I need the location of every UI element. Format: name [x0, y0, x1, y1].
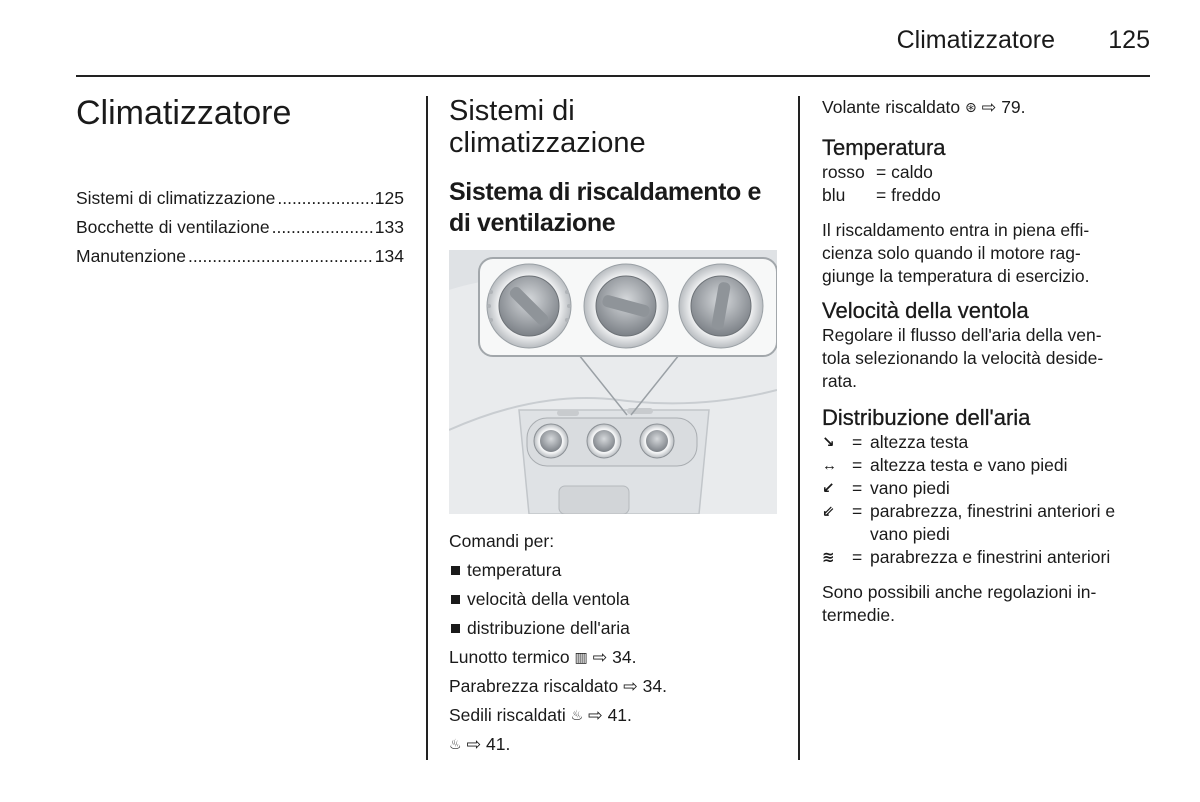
page-reference[interactable]: 34.: [642, 676, 667, 696]
air-distribution-text: altezza testa e vano piedi: [870, 455, 1068, 475]
feet-vent-icon: ↙: [822, 480, 835, 497]
distribution-note-line: Sono possibili anche regolazioni in-: [822, 582, 1097, 602]
seats-label: Sedili riscaldati: [449, 705, 566, 725]
air-distribution-row-continued: [822, 523, 1152, 546]
subsection-heading: [449, 177, 761, 239]
toc-entry[interactable]: [76, 246, 404, 275]
head-and-feet-vent-icon: ↔: [822, 457, 837, 474]
toc-entry-page: 134: [374, 246, 404, 266]
toc-leader: [272, 217, 373, 238]
air-distribution-text: parabrezza e finestrini anteriori: [870, 547, 1111, 567]
windscreen-reference: [449, 675, 779, 698]
toc-entry-label: Sistemi di climatizzazione: [76, 188, 276, 208]
toc-entry-page: 125: [374, 188, 404, 208]
climate-control-illustration: [449, 250, 777, 514]
temperature-note-line: cienza solo quando il motore rag-: [822, 243, 1081, 263]
temperature-row: [822, 184, 1152, 207]
windscreen-label: Parabrezza riscaldato: [449, 676, 619, 696]
cross-reference-arrow-icon: ⇨: [592, 647, 608, 667]
toc-leader: [277, 188, 372, 209]
steering-wheel-reference: [822, 96, 1152, 119]
indent-spacer: [822, 523, 852, 546]
temperature-heading: Temperatura: [822, 135, 946, 160]
temperature-value: = caldo: [876, 162, 933, 182]
head-vent-icon: ↘: [822, 434, 835, 451]
header-rule: [76, 75, 1150, 77]
seats-reference: [449, 704, 779, 727]
temperature-note-line: Il riscaldamento entra in piena effi-: [822, 220, 1090, 240]
fan-speed-text-line: rata.: [822, 371, 858, 391]
list-item: temperatura: [449, 559, 779, 582]
section-heading-line: Sistemi di: [449, 95, 575, 127]
windscreen-and-feet-vent-icon: ⇙: [822, 503, 835, 520]
toc-leader: [188, 246, 373, 267]
air-distribution-text: vano piedi: [870, 478, 950, 498]
temperature-row: [822, 161, 1152, 184]
column-divider-1: [426, 96, 428, 760]
heated-steering-wheel-icon: ⊛: [965, 99, 977, 115]
toc-entry[interactable]: [76, 217, 404, 246]
cross-reference-arrow-icon: ⇨: [588, 705, 603, 725]
rear-window-reference: [449, 646, 779, 669]
section-heading: [449, 95, 646, 159]
cross-reference-arrow-icon: ⇨: [981, 97, 997, 117]
air-distribution-text: parabrezza, finestrini anteriori e: [870, 501, 1116, 521]
page-header-title: Climatizzatore: [896, 26, 1055, 54]
toc-entry[interactable]: [76, 188, 404, 217]
subsection-heading-line: di ventilazione: [449, 209, 616, 237]
air-distribution-row: ↔ = altezza testa e vano piedi: [822, 455, 1068, 475]
toc-entry-page: 133: [374, 217, 404, 237]
controls-list: [449, 559, 779, 640]
fan-speed-heading: Velocità della ventola: [822, 298, 1029, 323]
air-distribution-text: altezza testa: [870, 432, 969, 452]
toc-entry-label: Bocchette di ventilazione: [76, 217, 270, 237]
steering-wheel-label: Volante riscaldato: [822, 97, 961, 117]
air-distribution-row: ↘ = altezza testa: [822, 432, 969, 452]
subsection-heading-line: Sistema di riscaldamento e: [449, 178, 761, 206]
temperature-key: blu: [822, 185, 846, 205]
fan-speed-text-line: Regolare il flusso dell'aria della ven-: [822, 325, 1102, 345]
page-reference[interactable]: 41.: [607, 705, 632, 725]
air-distribution-text: vano piedi: [870, 524, 950, 544]
chapter-title: Climatizzatore: [76, 94, 292, 132]
dashboard-knobs-drawing: [449, 250, 777, 514]
list-item: velocità della ventola: [449, 588, 779, 611]
commands-intro: Comandi per:: [449, 531, 555, 551]
heated-seat-icon: ♨: [449, 736, 462, 752]
page-reference[interactable]: 79.: [1001, 97, 1026, 117]
rear-window-label: Lunotto termico: [449, 647, 570, 667]
air-distribution-row: ≋ = parabrezza e finestrini anteriori: [822, 547, 1111, 567]
list-item: distribuzione dell'aria: [449, 617, 779, 640]
fan-speed-text-line: tola selezionando la velocità deside-: [822, 348, 1104, 368]
windscreen-vent-icon: ≋: [822, 549, 835, 566]
air-distribution-row: ⇙ = parabrezza, finestrini anteriori e: [822, 501, 1116, 521]
air-distribution-row: ↙ = vano piedi: [822, 478, 950, 498]
controls-description: [449, 530, 779, 762]
distribution-note-line: termedie.: [822, 605, 895, 625]
page-reference[interactable]: 34.: [612, 647, 637, 667]
page-number: 125: [1108, 26, 1150, 54]
air-distribution-heading: Distribuzione dell'aria: [822, 405, 1031, 430]
cross-reference-arrow-icon: ⇨: [623, 676, 638, 696]
seats-reference-2: [449, 733, 779, 756]
section-heading-line: climatizzazione: [449, 127, 646, 159]
temperature-key: rosso: [822, 162, 865, 182]
rear-window-defrost-icon: ▥: [574, 649, 588, 665]
column-divider-2: [798, 96, 800, 760]
heated-seat-icon: ♨: [570, 707, 584, 723]
temperature-value: = freddo: [876, 185, 941, 205]
cross-reference-arrow-icon: ⇨: [466, 734, 482, 754]
temperature-note-line: giunge la temperatura di esercizio.: [822, 266, 1090, 286]
table-of-contents: [76, 188, 404, 275]
climate-details: [822, 96, 1152, 627]
toc-entry-label: Manutenzione: [76, 246, 186, 266]
page-reference[interactable]: 41.: [485, 734, 511, 754]
